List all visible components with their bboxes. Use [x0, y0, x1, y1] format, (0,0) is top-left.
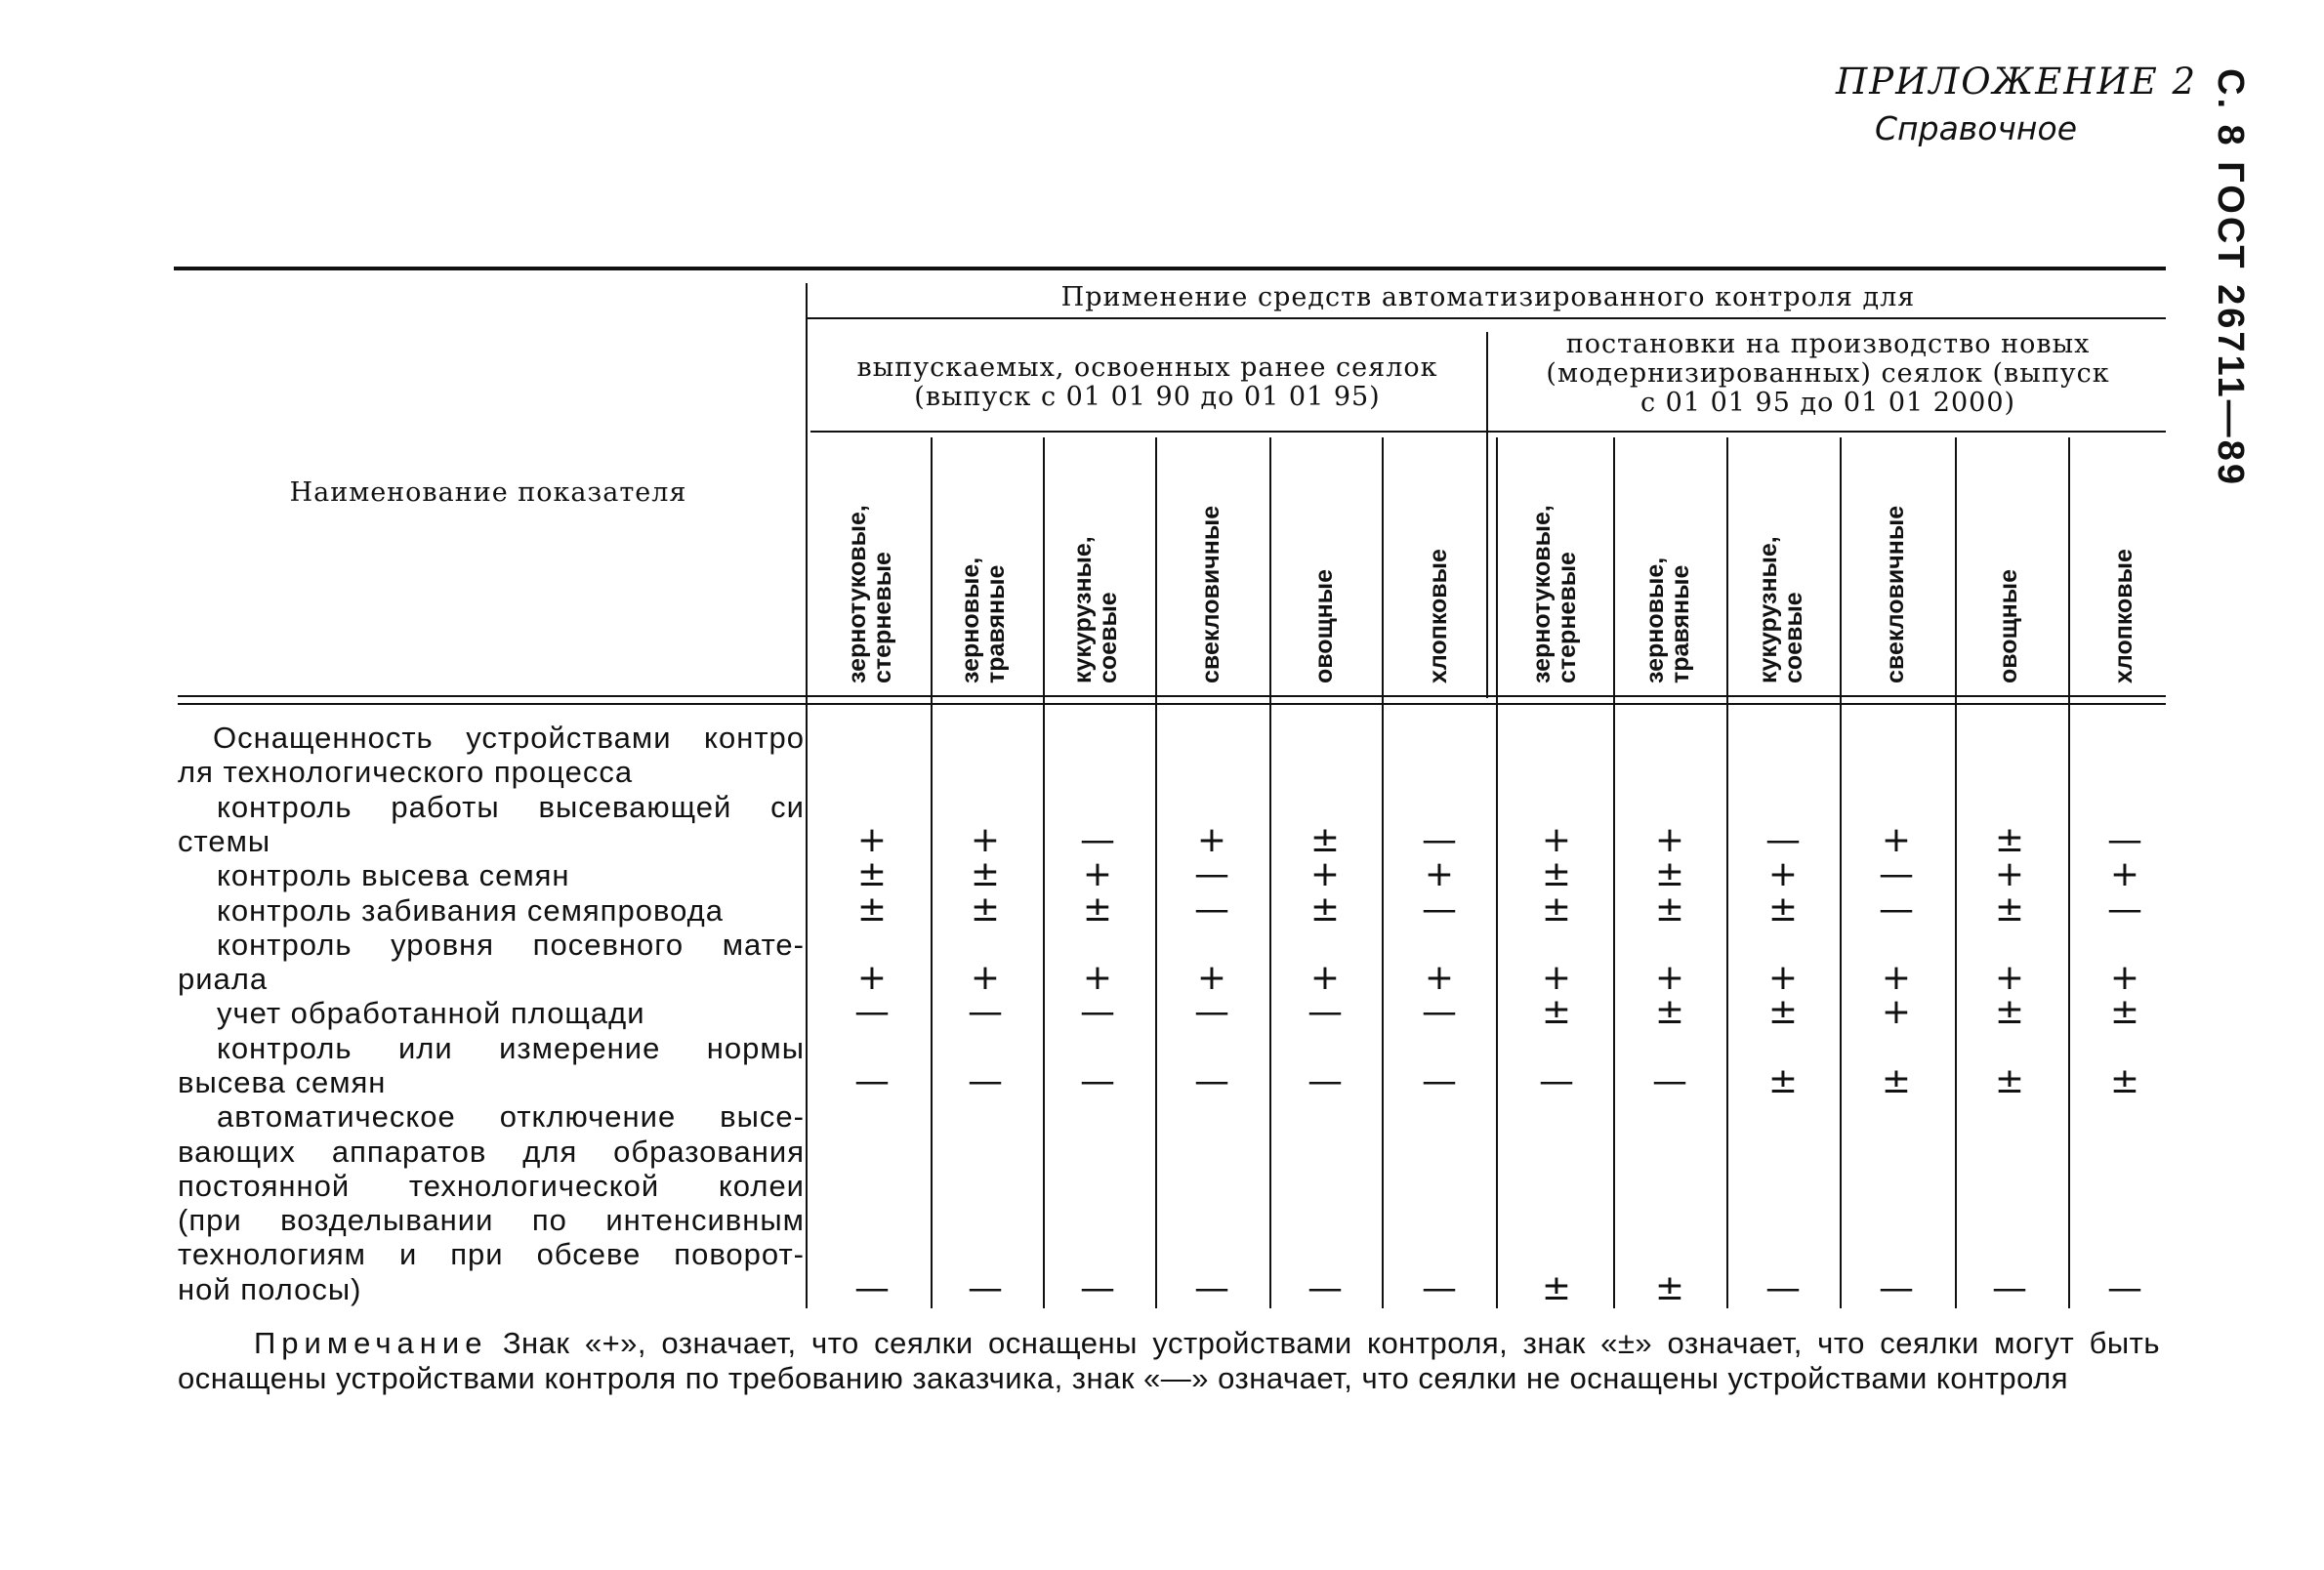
column-divider [1840, 437, 1842, 1308]
table-cell-symbol: + [970, 958, 1001, 999]
appendix-title: ПРИЛОЖЕНИЕ 2 [1836, 61, 2198, 103]
row-header-divider [806, 283, 808, 1308]
column-divider [1155, 437, 1157, 1308]
header-bottom-rule-2 [178, 703, 2166, 705]
table-cell-symbol: — [1307, 1061, 1343, 1101]
column-header-line: свекловичные [1197, 505, 1224, 683]
column-divider [1613, 437, 1615, 1308]
table-cell-symbol: — [1422, 888, 1457, 930]
table-cell-symbol: — [1080, 992, 1115, 1033]
table-cell-symbol: ± [1767, 992, 1799, 1033]
column-divider [2068, 437, 2070, 1308]
column-divider [1269, 437, 1271, 1308]
column-header [1070, 536, 1125, 683]
row-label-line: контроль высева семян [217, 858, 570, 893]
group1-line-2: (выпуск с 01 01 90 до 01 01 95) [914, 382, 1381, 412]
table-cell-symbol: ± [1881, 1061, 1912, 1101]
group2-header [1490, 330, 2166, 418]
table-cell-symbol: + [1082, 854, 1113, 895]
column-divider [1043, 437, 1045, 1308]
group-header-rule [810, 431, 2166, 433]
column-divider [1496, 437, 1498, 1308]
table-cell-symbol: ± [1309, 888, 1341, 930]
column-header-line: овощные [1310, 568, 1338, 683]
table-cell-symbol: ± [1994, 819, 2025, 860]
table-cell-symbol: + [1994, 958, 2025, 999]
table-cell-symbol: ± [970, 854, 1001, 895]
table-cell-symbol: + [1654, 958, 1685, 999]
table-cell-symbol: — [1422, 1061, 1457, 1101]
column-header [1995, 569, 2024, 683]
column-divider [1726, 437, 1728, 1308]
group-divider [1486, 332, 1488, 698]
table-cell-symbol: ± [1767, 1061, 1799, 1101]
row-header: Наименование показателя [289, 477, 687, 508]
column-divider [1382, 437, 1384, 1308]
table-cell-symbol: — [1539, 1061, 1574, 1101]
row-label-line: контроль или измерение нормы [217, 1030, 805, 1065]
table-cell-symbol: — [2107, 819, 2142, 860]
table-cell-symbol: + [1881, 958, 1912, 999]
table-cell-symbol: — [1194, 1267, 1229, 1308]
table-cell-symbol: — [1422, 992, 1457, 1033]
table-cell-symbol: — [968, 992, 1003, 1033]
table-cell-symbol: — [1879, 1267, 1914, 1308]
column-header-line: соевые [1780, 592, 1807, 683]
table-cell-symbol: + [1654, 819, 1685, 860]
group2-line-1: постановки на производство новых [1565, 329, 2091, 359]
row-label-line: ной полосы) [178, 1271, 362, 1306]
column-header [1529, 505, 1584, 683]
table-cell-symbol: + [1196, 958, 1227, 999]
table-cell-symbol: ± [1541, 992, 1572, 1033]
column-header [1642, 558, 1697, 683]
table-cell-symbol: + [1196, 819, 1227, 860]
table-cell-symbol: — [2107, 1267, 2142, 1308]
column-header-line: свекловичные [1882, 505, 1909, 683]
group1-line-1: выпускаемых, освоенных ранее сеялок [856, 352, 1438, 383]
table-cell-symbol: + [1767, 854, 1799, 895]
table-cell-symbol: — [1652, 1061, 1687, 1101]
group2-line-2: (модернизированных) сеялок (выпуск [1546, 358, 2110, 389]
table-row-label [178, 1099, 805, 1306]
top-header-rule [807, 317, 2166, 319]
table-cell-symbol: — [1194, 992, 1229, 1033]
table-cell-symbol: — [1080, 1267, 1115, 1308]
row-label-line: ля технологического процесса [178, 755, 634, 790]
table-cell-symbol: + [970, 819, 1001, 860]
table-note [178, 1326, 2160, 1396]
table-cell-symbol: ± [1767, 888, 1799, 930]
table-cell-symbol: — [1080, 819, 1115, 860]
group2-line-3: с 01 01 95 до 01 01 2000) [1639, 388, 2016, 418]
column-header [1310, 569, 1340, 683]
table-cell-symbol: + [2109, 854, 2140, 895]
column-header [958, 558, 1013, 683]
table-cell-symbol: + [856, 958, 888, 999]
table-row-label [178, 721, 805, 790]
table-cell-symbol: — [1879, 854, 1914, 895]
table-cell-symbol: ± [1541, 854, 1572, 895]
table-row-label [178, 928, 805, 997]
group1-header [810, 353, 1484, 412]
table-row-label [178, 996, 805, 1030]
table-cell-symbol: + [1767, 958, 1799, 999]
table-cell-symbol: — [968, 1061, 1003, 1101]
document-code-text: С. 8 ГОСТ 26711—89 [2210, 68, 2251, 487]
column-header-line: стерневые [1554, 552, 1581, 683]
table-cell-symbol: — [1194, 888, 1229, 930]
column-header-line: травяные [982, 564, 1010, 683]
table-cell-symbol: — [1080, 1061, 1115, 1101]
column-header-line: овощные [1995, 568, 2022, 683]
table-cell-symbol: ± [1082, 888, 1113, 930]
table-cell-symbol: — [1307, 1267, 1343, 1308]
table-cell-symbol: ± [1994, 992, 2025, 1033]
column-header [1425, 549, 1454, 683]
table-cell-symbol: ± [1654, 992, 1685, 1033]
column-header [2110, 549, 2139, 683]
table-cell-symbol: + [1881, 992, 1912, 1033]
table-cell-symbol: — [1765, 819, 1801, 860]
table-cell-symbol: ± [856, 888, 888, 930]
table-cell-symbol: + [2109, 958, 2140, 999]
table-row-label [178, 858, 805, 892]
table-cell-symbol: — [1307, 992, 1343, 1033]
table-cell-symbol: + [1881, 819, 1912, 860]
column-header-line: зернотуковые, [844, 505, 871, 683]
row-label-line: (при возделывании по интенсивным [178, 1203, 805, 1238]
row-label-line: учет обработанной площади [217, 996, 645, 1031]
column-header-line: кукурузные, [1755, 536, 1782, 683]
row-label-line: контроль уровня посевного мате- [217, 927, 805, 962]
column-header-line: хлопковые [1425, 549, 1452, 683]
row-label-line: Оснащенность устройствами контро [213, 721, 805, 755]
table-cell-symbol: ± [1654, 854, 1685, 895]
row-label-line: контроль забивания семяпровода [217, 892, 724, 928]
column-header [1197, 506, 1226, 683]
column-header-line: кукурузные, [1069, 536, 1097, 683]
note-body: Знак «+», означает, что сеялки оснащены устройствами контроля, знак «±» означает, что сеялки могут быть оснащены устройствами контроля по требованию заказчика, знак «—» означает, что сеялки не оснащены устройствами контроля [178, 1326, 2160, 1395]
table-cell-symbol: — [1992, 1267, 2027, 1308]
column-header-line: зернотуковые, [1528, 505, 1556, 683]
table-row-label [178, 790, 805, 859]
row-label-line: технологиям и при обсеве поворот- [178, 1237, 805, 1272]
table-top-rule [174, 267, 2166, 270]
column-header-line: хлопковые [2110, 549, 2137, 683]
row-label-line: высева семян [178, 1064, 387, 1099]
table-row-label [178, 1031, 805, 1100]
top-header: Применение средств автоматизированного контроля для [1060, 282, 1916, 312]
row-label-line: контроль работы высевающей си [217, 789, 805, 824]
document-code [2209, 68, 2267, 487]
table-cell-symbol: — [1422, 1267, 1457, 1308]
row-label-line: стемы [178, 823, 271, 858]
table-cell-symbol: ± [856, 854, 888, 895]
table-cell-symbol: ± [970, 888, 1001, 930]
header-bottom-rule-1 [178, 695, 2166, 697]
table-cell-symbol: — [854, 992, 890, 1033]
table-cell-symbol: + [856, 819, 888, 860]
column-header-line: стерневые [869, 552, 896, 683]
table-cell-symbol: ± [2109, 1061, 2140, 1101]
table-cell-symbol: ± [1654, 1267, 1685, 1308]
row-label-line: автоматическое отключение высе- [217, 1099, 805, 1135]
table-cell-symbol: — [1194, 1061, 1229, 1101]
table-cell-symbol: — [1194, 854, 1229, 895]
table-row-label [178, 893, 805, 928]
table-cell-symbol: ± [1541, 1267, 1572, 1308]
note-lead: Примечание [254, 1326, 488, 1360]
column-header-line: зерновые, [1641, 557, 1669, 683]
column-divider [931, 437, 933, 1308]
table-cell-symbol: — [1422, 819, 1457, 860]
table-cell-symbol: + [1541, 819, 1572, 860]
column-header [845, 505, 899, 683]
column-header-line: зерновые, [957, 557, 984, 683]
column-header-line: травяные [1667, 564, 1694, 683]
row-label-line: постоянной технологической колеи [178, 1168, 805, 1203]
table-cell-symbol: — [2107, 888, 2142, 930]
table-cell-symbol: + [1082, 958, 1113, 999]
row-label-line: риала [178, 962, 269, 997]
table-cell-symbol: ± [1994, 1061, 2025, 1101]
table-cell-symbol: + [1309, 958, 1341, 999]
table-cell-symbol: — [1879, 888, 1914, 930]
table-cell-symbol: + [1424, 854, 1455, 895]
column-divider [1955, 437, 1957, 1308]
column-header [1882, 506, 1911, 683]
table-cell-symbol: ± [2109, 992, 2140, 1033]
table-cell-symbol: — [854, 1061, 890, 1101]
column-header-line: соевые [1095, 592, 1122, 683]
table-cell-symbol: + [1994, 854, 2025, 895]
table-cell-symbol: + [1309, 854, 1341, 895]
table-cell-symbol: ± [1309, 819, 1341, 860]
appendix-subtitle: Справочное [1875, 109, 2077, 147]
table-cell-symbol: ± [1541, 888, 1572, 930]
table-cell-symbol: ± [1654, 888, 1685, 930]
table-cell-symbol: — [1765, 1267, 1801, 1308]
table-cell-symbol: ± [1994, 888, 2025, 930]
column-header [1756, 536, 1810, 683]
table-cell-symbol: — [854, 1267, 890, 1308]
table-cell-symbol: + [1541, 958, 1572, 999]
table-cell-symbol: + [1424, 958, 1455, 999]
row-label-line: вающих аппаратов для образования [178, 1134, 805, 1169]
table-cell-symbol: — [968, 1267, 1003, 1308]
